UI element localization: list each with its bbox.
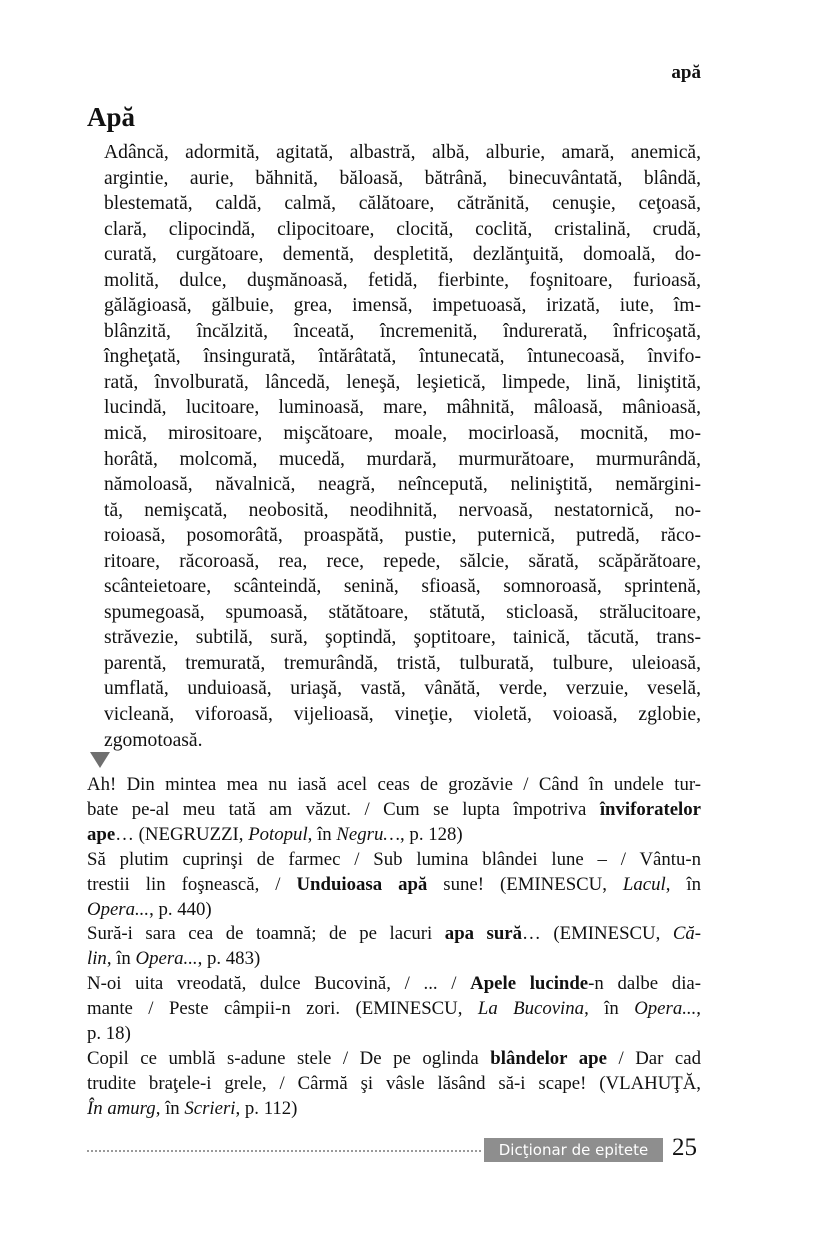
citation-line	[87, 972, 701, 997]
citation-text: sune! (EMINESCU,	[427, 873, 623, 895]
citation-text: p. 18)	[87, 1023, 131, 1045]
citation-text: trudite braţele-i grele, / Cârmă şi vâsle lăsând să-i scape! (VLAHUŢĂ,	[87, 1072, 701, 1094]
citation-text: -n dalbe dia-	[588, 973, 702, 995]
running-head: apă	[671, 62, 701, 83]
epithet-line: tă, nemişcată, neobosită, neodihnită, nervoasă, nestatornică, no-	[104, 499, 701, 521]
citation-text: , p. 440)	[149, 898, 212, 920]
epithet-line: umflată, unduioasă, uriaşă, vastă, vânătă, verde, verzuie, veselă,	[104, 678, 701, 700]
citation-text: mante / Peste câmpii-n zori. (EMINESCU,	[87, 998, 478, 1020]
citation-line	[87, 848, 701, 873]
citation-text: ,	[696, 998, 701, 1020]
citation-line	[87, 798, 701, 823]
highlighted-phrase: blândelor ape	[490, 1047, 607, 1069]
citation-line	[87, 773, 701, 798]
epithet-line: scânteietoare, scânteindă, senină, sfioasă, somnoroasă, sprintenă,	[104, 576, 701, 598]
citation-text: , în	[155, 1097, 185, 1119]
citation-text: , p. 112)	[235, 1097, 298, 1119]
epithet-line: blânzită, încălzită, înceată, încremenită, îndurerată, înfricoşată,	[104, 320, 701, 342]
epithet-line: vicleană, viforoasă, vijelioasă, vineţie, violetă, voioasă, zglobie,	[104, 704, 701, 726]
citation-text: Copil ce umblă s-adune stele / De pe oglinda	[87, 1047, 491, 1069]
page-number: 25	[672, 1134, 697, 1161]
epithet-line: gălăgioasă, gălbuie, grea, imensă, impetuoasă, irizată, iute, îm-	[104, 295, 701, 317]
citation-text: , p. 483)	[197, 948, 261, 970]
highlighted-phrase: Apele lucinde	[470, 973, 589, 995]
citation-line	[87, 873, 701, 898]
epithet-line: străvezie, subtilă, sură, şoptindă, şoptitoare, tainică, tăcută, trans-	[104, 627, 701, 649]
epithet-line: ritoare, răcoroasă, rea, rece, repede, sălcie, sărată, scăpărătoare,	[104, 550, 701, 572]
citation-text: , p. 128)	[400, 823, 463, 845]
citation-line	[87, 1047, 701, 1072]
work-title: Că-	[672, 923, 702, 945]
epithet-line: zgomotoasă.	[104, 729, 203, 751]
citation-text: / Dar cad	[606, 1047, 701, 1069]
work-title: Opera...	[87, 898, 150, 920]
citation-line	[87, 947, 701, 972]
citation-line	[87, 997, 701, 1022]
citation-line	[87, 1072, 701, 1097]
citation-line	[87, 823, 701, 848]
epithet-line: horâtă, molcomă, mucedă, murdară, murmurătoare, murmurândă,	[104, 448, 701, 470]
citation-text: , în	[106, 948, 136, 970]
work-title: La Bucovina	[477, 998, 585, 1020]
citation-line	[87, 922, 701, 947]
entry-title: Apă	[87, 102, 136, 132]
citation-text: … (NEGRUZZI,	[115, 823, 249, 845]
epithet-line: blestemată, caldă, calmă, călătoare, cătrănită, cenuşie, ceţoasă,	[104, 193, 701, 215]
highlighted-phrase: ape	[87, 823, 116, 845]
epithet-line: lucindă, lucitoare, luminoasă, mare, mâhnită, mâloasă, mânioasă,	[104, 397, 701, 419]
epithet-line: roioasă, posomorâtă, proaspătă, pustie, puternică, putredă, răco-	[104, 525, 701, 547]
epithet-list	[104, 140, 701, 753]
epithet-line: molită, dulce, duşmănoasă, fetidă, fierbinte, foşnitoare, furioasă,	[104, 269, 701, 291]
citations	[87, 773, 701, 1122]
citation-text: trestii lin foşnească, /	[87, 873, 297, 895]
epithet-line: curată, curgătoare, dementă, despletită, dezlănţuită, domoală, do-	[104, 244, 701, 266]
work-title: Lacul	[622, 873, 666, 895]
citation-text: Să plutim cuprinşi de farmec / Sub lumina blândei lune – / Vântu-n	[87, 848, 701, 870]
work-title: Opera...	[634, 998, 697, 1020]
epithet-line: rată, învolburată, lâncedă, leneşă, leşietică, limpede, lină, liniştită,	[104, 371, 701, 393]
epithet-line: mică, mirositoare, mişcătoare, moale, mocirloasă, mocnită, mo-	[104, 423, 701, 445]
citation-line	[87, 898, 701, 923]
work-title: Scrieri	[184, 1097, 236, 1119]
citation-text: , în	[665, 873, 701, 895]
epithet-line: argintie, aurie, băhnită, băloasă, bătrână, binecuvântată, blândă,	[104, 167, 701, 189]
highlighted-phrase: Unduioasa apă	[296, 873, 428, 895]
citation-text: N-oi uita vreodată, dulce Bucovină, / ... /	[87, 973, 471, 995]
epithet-line: clară, clipocindă, clipocitoare, clocită, coclită, cristalină, crudă,	[104, 218, 701, 240]
work-title: Negru…	[336, 823, 401, 845]
citation-text: … (EMINESCU,	[522, 923, 673, 945]
citation-text: , în	[307, 823, 337, 845]
citation-text: , în	[584, 998, 635, 1020]
citation-text: Ah! Din mintea mea nu iasă acel ceas de grozăvie / Când în undele tur-	[87, 774, 701, 795]
epithet-line: îngheţată, însingurată, întărâtată, întunecată, întunecoasă, învifo-	[104, 346, 701, 368]
triangle-marker-icon	[90, 752, 110, 768]
citation-text: bate pe-al meu tată am văzut. / Cum se lupta împotriva	[87, 798, 600, 820]
footer-book-title: Dicţionar de epitete	[484, 1138, 663, 1162]
work-title: Potopul	[248, 823, 308, 845]
work-title: lin	[87, 948, 107, 970]
epithet-line: Adâncă, adormită, agitată, albastră, albă, alburie, amară, anemică,	[104, 142, 701, 163]
citation-line	[87, 1022, 701, 1047]
citation-line	[87, 1097, 701, 1122]
work-title: În amurg	[87, 1097, 156, 1119]
epithet-line: nămoloasă, năvalnică, neagră, neîncepută, neliniştită, nemărgini-	[104, 474, 701, 496]
citation-text: Sură-i sara cea de toamnă; de pe lacuri	[87, 923, 445, 945]
epithet-line: spumegoasă, spumoasă, stătătoare, stătută, sticloasă, strălucitoare,	[104, 601, 701, 623]
work-title: Opera...	[135, 948, 198, 970]
footer-dotted-rule	[87, 1150, 481, 1152]
highlighted-phrase: înviforatelor	[599, 798, 701, 820]
epithet-line: parentă, tremurată, tremurândă, tristă, tulburată, tulbure, uleioasă,	[104, 652, 701, 674]
highlighted-phrase: apa sură	[444, 923, 523, 945]
